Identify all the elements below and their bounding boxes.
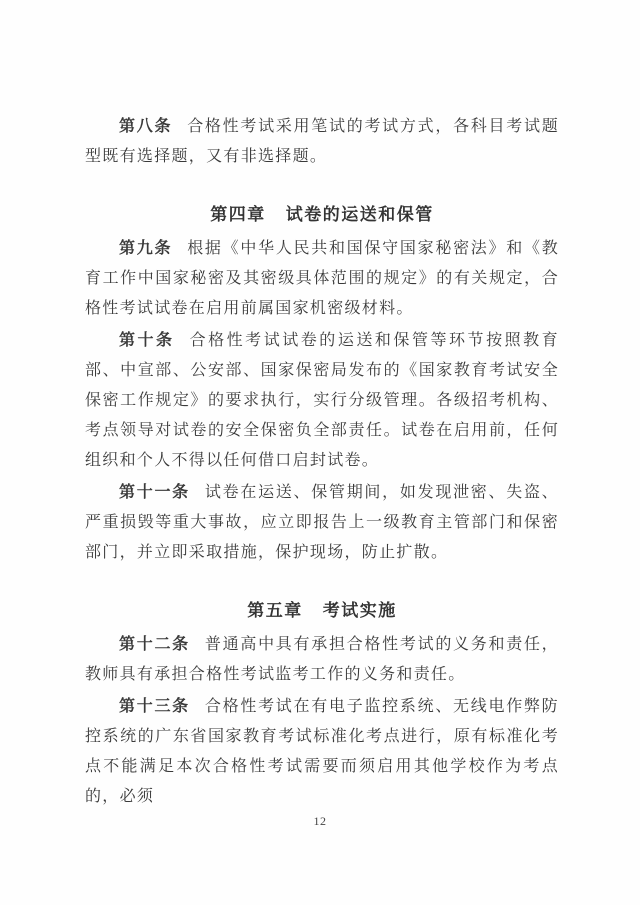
article-paragraph-9 xyxy=(85,234,559,324)
article-number-label: 第八条 xyxy=(119,118,173,135)
chapter-number-label: 第四章 xyxy=(210,205,266,224)
chapter-title: 试卷的运送和保管 xyxy=(285,205,434,224)
article-text: 合格性考试试卷的运送和保管等环节按照教育部、中宣部、公安部、国家保密局发布的《国家教育考试安全保密工作规定》的要求执行，实行分级管理。各级招考机构、考点领导对试卷的安全保密负全部责任。试卷在启用前，任何组织和个人不得以任何借口启封试卷。 xyxy=(85,332,559,469)
article-number-label: 第十条 xyxy=(119,332,175,349)
chapter-title: 考试实施 xyxy=(322,601,397,620)
article-paragraph-13 xyxy=(85,692,559,812)
chapter-number-label: 第五章 xyxy=(247,601,303,620)
article-text: 根据《中华人民共和国保守国家秘密法》和《教育工作中国家秘密及其密级具体范围的规定》的有关规定，合格性考试试卷在启用前属国家机密级材料。 xyxy=(85,240,559,317)
page-footer xyxy=(0,812,640,830)
chapter-heading-5 xyxy=(85,596,559,626)
page-body xyxy=(85,112,559,814)
article-number-label: 第十二条 xyxy=(119,636,190,653)
article-paragraph-12 xyxy=(85,630,559,690)
page-number: 12 xyxy=(313,814,327,828)
article-paragraph-10 xyxy=(85,326,559,476)
article-text: 普通高中具有承担合格性考试的义务和责任，教师具有承担合格性考试监考工作的义务和责任。 xyxy=(85,636,559,683)
article-number-label: 第十三条 xyxy=(119,698,190,715)
article-text: 合格性考试在有电子监控系统、无线电作弊防控系统的广东省国家教育考试标准化考点进行，原有标准化考点不能满足本次合格性考试需要而须启用其他学校作为考点的，必须 xyxy=(85,698,559,805)
article-text: 试卷在运送、保管期间，如发现泄密、失盗、严重损毁等重大事故，应立即报告上一级教育主管部门和保密部门，并立即采取措施，保护现场，防止扩散。 xyxy=(85,484,559,561)
article-number-label: 第九条 xyxy=(119,240,173,257)
article-paragraph-11 xyxy=(85,478,559,568)
article-paragraph-8 xyxy=(85,112,559,172)
chapter-heading-4 xyxy=(85,200,559,230)
article-text: 合格性考试采用笔试的考试方式，各科目考试题型既有选择题，又有非选择题。 xyxy=(85,118,559,165)
article-number-label: 第十一条 xyxy=(119,484,190,501)
